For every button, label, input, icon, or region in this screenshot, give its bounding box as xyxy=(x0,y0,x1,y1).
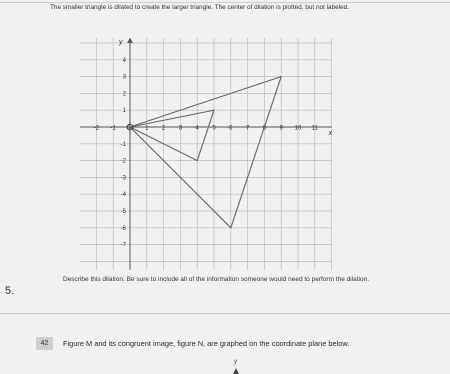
question-42-badge: 42 xyxy=(36,337,53,350)
y-tick-label: 4 xyxy=(122,57,126,64)
x-tick-label: 1 xyxy=(145,125,149,132)
y-axis-arrow xyxy=(127,38,133,43)
x-tick-label: 8 xyxy=(262,125,267,132)
y-tick-label: -1 xyxy=(120,141,126,148)
question-42-text: Figure M and its congruent image, figure N, are graphed on the coordinate plane below. xyxy=(63,339,350,348)
x-tick-label: 9 xyxy=(279,125,283,132)
x-tick-label: 4 xyxy=(195,125,199,132)
axes xyxy=(80,38,332,270)
y-tick-label: 1 xyxy=(122,108,126,115)
x-tick-label: 5 xyxy=(212,125,216,132)
intro-text: The smaller triangle is dilated to create the larger triangle. The center of dilation is plotted, but not labeled. xyxy=(50,4,349,11)
x-tick-label: 11 xyxy=(311,125,318,132)
y-tick-label: -4 xyxy=(120,192,126,199)
tick-labels xyxy=(94,58,319,249)
grid-lines xyxy=(80,38,332,270)
x-axis-label: x xyxy=(328,130,333,137)
x-tick-label: -1 xyxy=(110,125,116,132)
x-tick-label: -2 xyxy=(93,125,100,132)
y-tick-label: 2 xyxy=(122,91,126,98)
top-divider xyxy=(0,2,450,3)
figure-y-axis-label: y xyxy=(234,358,238,365)
small-triangle xyxy=(130,110,214,160)
arrow-up-icon xyxy=(233,368,239,374)
x-tick-label: 0 xyxy=(126,125,130,132)
coordinate-graph xyxy=(80,36,340,272)
large-triangle xyxy=(130,77,281,228)
triangles xyxy=(127,77,281,228)
x-tick-label: 3 xyxy=(178,125,183,132)
question-5-number: 5. xyxy=(5,285,15,297)
y-tick-label: -7 xyxy=(120,242,126,249)
x-tick-label: 10 xyxy=(294,125,302,132)
x-tick-label: 6 xyxy=(229,125,233,132)
y-tick-label: -6 xyxy=(120,225,126,232)
y-tick-label: 3 xyxy=(122,74,126,81)
x-tick-label: 7 xyxy=(245,125,250,132)
y-axis-label: y xyxy=(119,38,123,46)
question-5-text: Describe this dilation. Be sure to include all of the information someone would need to perform the dilation. xyxy=(63,276,370,283)
y-tick-label: -3 xyxy=(120,175,126,182)
y-tick-label: -5 xyxy=(120,209,126,215)
section-divider xyxy=(0,313,450,314)
x-tick-label: 2 xyxy=(161,125,166,132)
y-tick-label: -2 xyxy=(120,158,126,165)
